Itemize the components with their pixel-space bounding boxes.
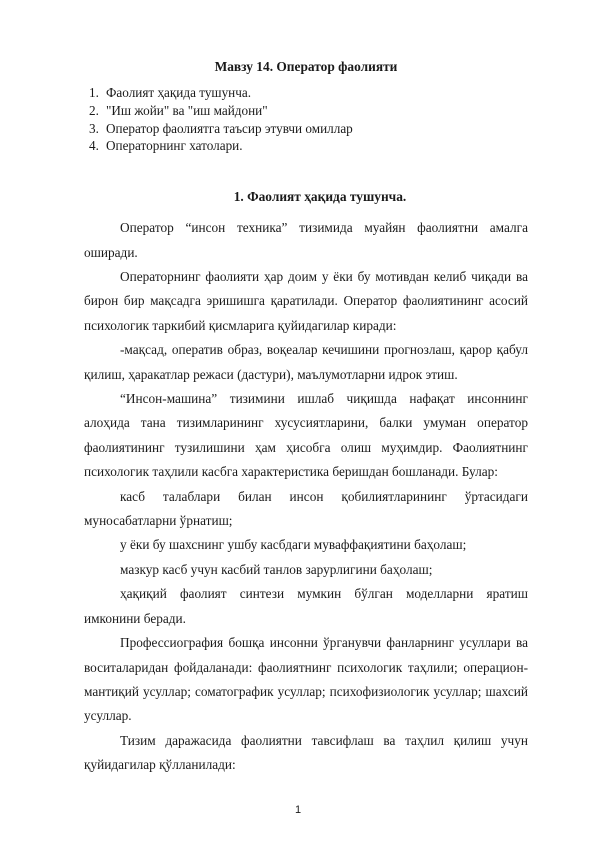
section-heading: 1. Фаолият ҳақида тушунча. xyxy=(233,189,407,205)
page-title: Мавзу 14. Оператор фаолияти xyxy=(214,59,398,74)
paragraph: Оператор “инсон техника” тизимида муайян фаолиятни амалга оширади. xyxy=(84,220,528,260)
paragraph: мазкур касб учун касбий танлов зарурлигини баҳолаш; xyxy=(120,561,433,577)
paragraph: -мақсад, оператив образ, воқеалар кечишини прогнозлаш, қарор қабул қилиш, ҳаракатлар режаси (дастури), маълумотларни идрок этиш. xyxy=(84,342,528,382)
paragraph: Тизим даражасида фаолиятни тавсифлаш ва таҳлил қилиш учун қуйидагилар қўлланилади: xyxy=(84,732,528,773)
paragraph: Операторнинг фаолияти ҳар доим у ёки бу мотивдан келиб чиқади ва бирон бир мақсадга эришишга қаратилади. Оператор фаолиятининг асосий психологик таркибий қисмларига қуйидагилар киради: xyxy=(84,269,528,333)
topic-item: 4. Операторнинг хатолари. xyxy=(89,138,243,154)
topic-item: 1. Фаолият ҳақида тушунча. xyxy=(89,85,251,100)
paragraph: у ёки бу шахснинг ушбу касбдаги муваффақиятини баҳолаш; xyxy=(120,537,467,553)
paragraph: Профессиография бошқа инсонни ўрганувчи фанларнинг усуллари ва воситаларидан фойдаланади: фаолиятнинг психологик таҳлили; операцион-мантиқий усуллар; соматографик усуллар; психофизиологик усуллар; шахсий усуллар. xyxy=(84,635,528,724)
document-page xyxy=(84,58,528,778)
paragraph: ҳақиқий фаолият синтези мумкин бўлган моделларни яратиш имконини беради. xyxy=(84,586,528,626)
paragraph: касб талаблари билан инсон қобилиятларининг ўртасидаги муносабатларни ўрнатиш; xyxy=(84,488,528,529)
paragraph: “Инсон-машина” тизимини ишлаб чиқишда нафақат инсоннинг алоҳида тана тизимларининг хусусиятларини, балки умуман оператор фаолиятининг тузилишини ҳам ҳисобга олиш муҳимдир. Фаолиятнинг психологик таҳлили касбга характеристика беришдан бошланади. Булар: xyxy=(84,391,528,480)
topic-item: 3. Оператор фаолиятга таъсир этувчи омиллар xyxy=(89,120,353,136)
page-number: 1 xyxy=(294,804,302,816)
topic-list xyxy=(84,84,528,155)
topic-item: 2. "Иш жойи" ва "иш майдони" xyxy=(89,102,268,118)
